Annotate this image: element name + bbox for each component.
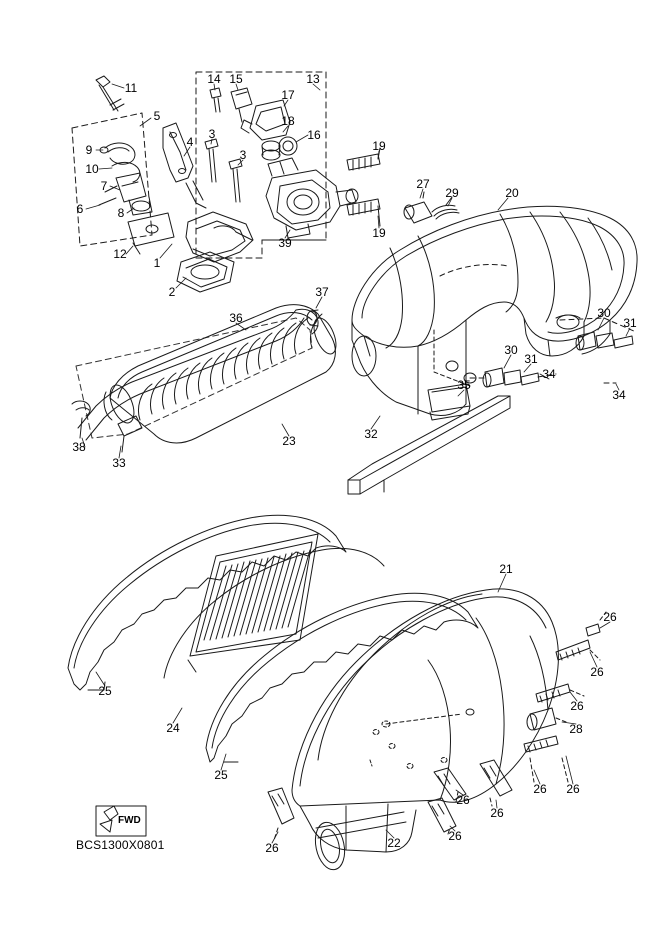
bracket-32 (348, 396, 510, 494)
air-duct-assembly (72, 305, 340, 452)
callout-10: 10 (85, 162, 99, 176)
callout-39: 39 (278, 236, 292, 250)
bolt-3a (205, 139, 218, 182)
callout-29: 29 (445, 186, 459, 200)
callout-13: 13 (306, 72, 320, 86)
callout-8: 8 (117, 206, 125, 220)
callout-25-upper: 25 (98, 684, 112, 698)
callout-21: 21 (499, 562, 513, 576)
callout-26-f: 26 (456, 793, 470, 807)
callout-1: 1 (153, 256, 161, 270)
callout-30-upper: 30 (597, 306, 611, 320)
callout-3-lower: 3 (239, 148, 247, 162)
callout-16: 16 (307, 128, 321, 142)
callout-35: 35 (457, 378, 471, 392)
air-cleaner-cover-21 (292, 589, 558, 872)
callout-26-a: 26 (603, 610, 617, 624)
cover-25-upper (68, 515, 346, 690)
callout-24: 24 (166, 721, 180, 735)
injector-17-18 (241, 100, 290, 160)
callout-27: 27 (416, 177, 430, 191)
bolt-3b (229, 159, 242, 202)
group-throttle-body-13 (196, 72, 358, 258)
callout-5: 5 (153, 109, 161, 123)
grommet-28 (527, 708, 566, 730)
callout-34-upper: 34 (542, 367, 556, 381)
callout-2: 2 (168, 285, 176, 299)
callout-9: 9 (85, 143, 93, 157)
callout-19-lower: 19 (372, 226, 386, 240)
callout-15: 15 (229, 72, 243, 86)
bolts-19 (347, 148, 380, 226)
bracket-33 (118, 416, 142, 452)
sensor-15 (231, 88, 252, 122)
callout-20: 20 (505, 186, 519, 200)
callout-18: 18 (281, 114, 295, 128)
callout-11: 11 (124, 81, 138, 95)
callout-25-lower: 25 (214, 768, 228, 782)
callout-26-h: 26 (448, 829, 462, 843)
bolt-14 (210, 88, 221, 112)
callout-34-lower: 34 (612, 388, 626, 402)
callout-32: 32 (364, 427, 378, 441)
callout-3-upper: 3 (208, 127, 216, 141)
callout-36: 36 (229, 311, 243, 325)
group-throttle-left (72, 76, 253, 292)
callout-37: 37 (315, 285, 329, 299)
bolt-11 (96, 76, 124, 111)
callout-26-i: 26 (265, 841, 279, 855)
callout-30-lower: 30 (504, 343, 518, 357)
o-ring-16 (279, 137, 297, 155)
callout-22: 22 (387, 836, 401, 850)
bracket-12 (128, 213, 174, 254)
callout-23: 23 (282, 434, 296, 448)
callout-31-upper: 31 (623, 316, 637, 330)
callout-6: 6 (76, 202, 84, 216)
part-code-label: BCS1300X0801 (76, 838, 165, 852)
callout-14: 14 (207, 72, 221, 86)
callout-12: 12 (113, 247, 127, 261)
bracket-4 (163, 123, 206, 208)
callout-26-d: 26 (533, 782, 547, 796)
clip-9-10 (100, 143, 140, 182)
intake-joint-1-2 (177, 212, 253, 292)
callout-19-upper: 19 (372, 139, 386, 153)
callout-26-c: 26 (570, 699, 584, 713)
callout-7: 7 (100, 179, 108, 193)
air-cleaner-case-20 (352, 206, 637, 415)
callout-28: 28 (569, 722, 583, 736)
callout-33: 33 (112, 456, 126, 470)
fwd-label: FWD (118, 815, 141, 826)
leader-lines (82, 81, 630, 843)
callout-26-g: 26 (490, 806, 504, 820)
callout-38: 38 (72, 440, 86, 454)
callout-31-lower: 31 (524, 352, 538, 366)
throttle-body-39 (266, 158, 358, 238)
callout-26-e: 26 (566, 782, 580, 796)
callout-17: 17 (281, 88, 295, 102)
callout-4: 4 (186, 135, 194, 149)
callout-26-b: 26 (590, 665, 604, 679)
